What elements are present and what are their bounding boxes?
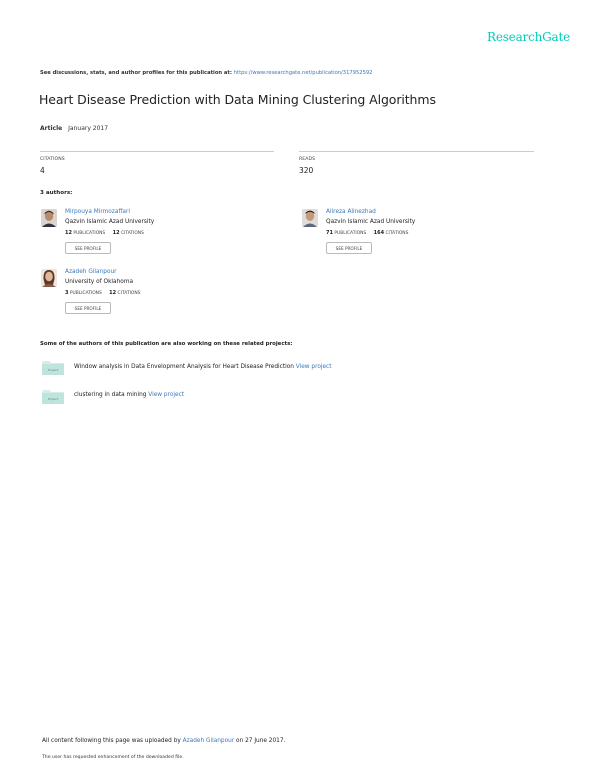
author-card <box>41 269 281 319</box>
authors-heading: 3 authors: <box>40 190 73 196</box>
project-title: Window analysis in Data Envelopment Analysis for Heart Disease Prediction <box>74 364 294 370</box>
upload-footer <box>42 738 285 744</box>
author-publications-label: PUBLICATIONS <box>334 231 367 236</box>
author-affiliation: Qazvin Islamic Azad University <box>326 219 416 225</box>
author-stats <box>65 290 140 296</box>
avatar-woman-icon[interactable] <box>41 269 57 287</box>
related-projects-heading: Some of the authors of this publication are also working on these related projects: <box>40 341 293 347</box>
view-project-link[interactable]: View project <box>148 392 185 398</box>
author-stats <box>65 230 144 236</box>
author-card <box>41 209 281 259</box>
avatar-man-icon[interactable] <box>41 209 57 227</box>
discussions-line <box>40 70 372 76</box>
publication-type: Article <box>40 125 63 132</box>
author-card <box>302 209 542 259</box>
reads-label: READS <box>299 157 316 162</box>
project-item <box>74 392 184 398</box>
author-citations-label: CITATIONS <box>117 291 141 296</box>
author-citations-label: CITATIONS <box>121 231 144 236</box>
reads-divider <box>299 151 534 152</box>
author-affiliation: University of Oklahoma <box>65 279 134 285</box>
publication-date: January 2017 <box>68 125 109 132</box>
enhancement-note: The user has requested enhancement of the downloaded file. <box>42 755 184 760</box>
author-publications-count: 71 <box>326 230 333 236</box>
author-publications-count: 3 <box>65 290 69 296</box>
author-citations-count: 12 <box>112 230 120 236</box>
citations-divider <box>40 151 274 152</box>
see-profile-button[interactable]: SEE PROFILE <box>65 302 111 314</box>
author-citations-count: 164 <box>373 230 385 236</box>
author-name-link[interactable]: Mirpouya Mirmozaffari <box>65 209 130 215</box>
upload-date: on 27 June 2017. <box>236 738 286 744</box>
citations-value: 4 <box>40 166 45 175</box>
publication-meta <box>40 125 108 132</box>
reads-value: 320 <box>299 166 314 175</box>
publication-title: Heart Disease Prediction with Data Mining Clustering Algorithms <box>39 92 436 107</box>
see-profile-button[interactable]: SEE PROFILE <box>65 242 111 254</box>
discussions-text: See discussions, stats, and author profiles for this publication at: <box>40 70 232 76</box>
citations-label: CITATIONS <box>40 157 65 162</box>
see-profile-button[interactable]: SEE PROFILE <box>326 242 372 254</box>
project-item <box>74 364 332 370</box>
project-folder-icon[interactable] <box>42 360 64 374</box>
author-publications-label: PUBLICATIONS <box>73 231 106 236</box>
author-name-link[interactable]: Alireza Alinezhad <box>326 209 376 215</box>
view-project-link[interactable]: View project <box>295 364 332 370</box>
project-folder-label: Project <box>47 368 59 372</box>
author-stats <box>326 230 408 236</box>
project-folder-label: Project <box>47 397 59 401</box>
author-citations-label: CITATIONS <box>385 231 409 236</box>
researchgate-logo[interactable]: ResearchGate <box>486 30 570 44</box>
author-name-link[interactable]: Azadeh Gilanpour <box>65 269 117 275</box>
author-publications-label: PUBLICATIONS <box>69 291 102 296</box>
project-folder-icon[interactable] <box>42 389 64 403</box>
author-affiliation: Qazvin Islamic Azad University <box>65 219 155 225</box>
author-publications-count: 12 <box>65 230 72 236</box>
project-title: clustering in data mining <box>74 392 147 398</box>
uploader-link[interactable]: Azadeh Gilanpour <box>182 738 235 744</box>
publication-url-link[interactable]: https://www.researchgate.net/publication/317952592 <box>233 70 373 76</box>
author-citations-count: 12 <box>109 290 117 296</box>
avatar-man-icon[interactable] <box>302 209 318 227</box>
upload-prefix: All content following this page was uploaded by <box>42 738 181 744</box>
